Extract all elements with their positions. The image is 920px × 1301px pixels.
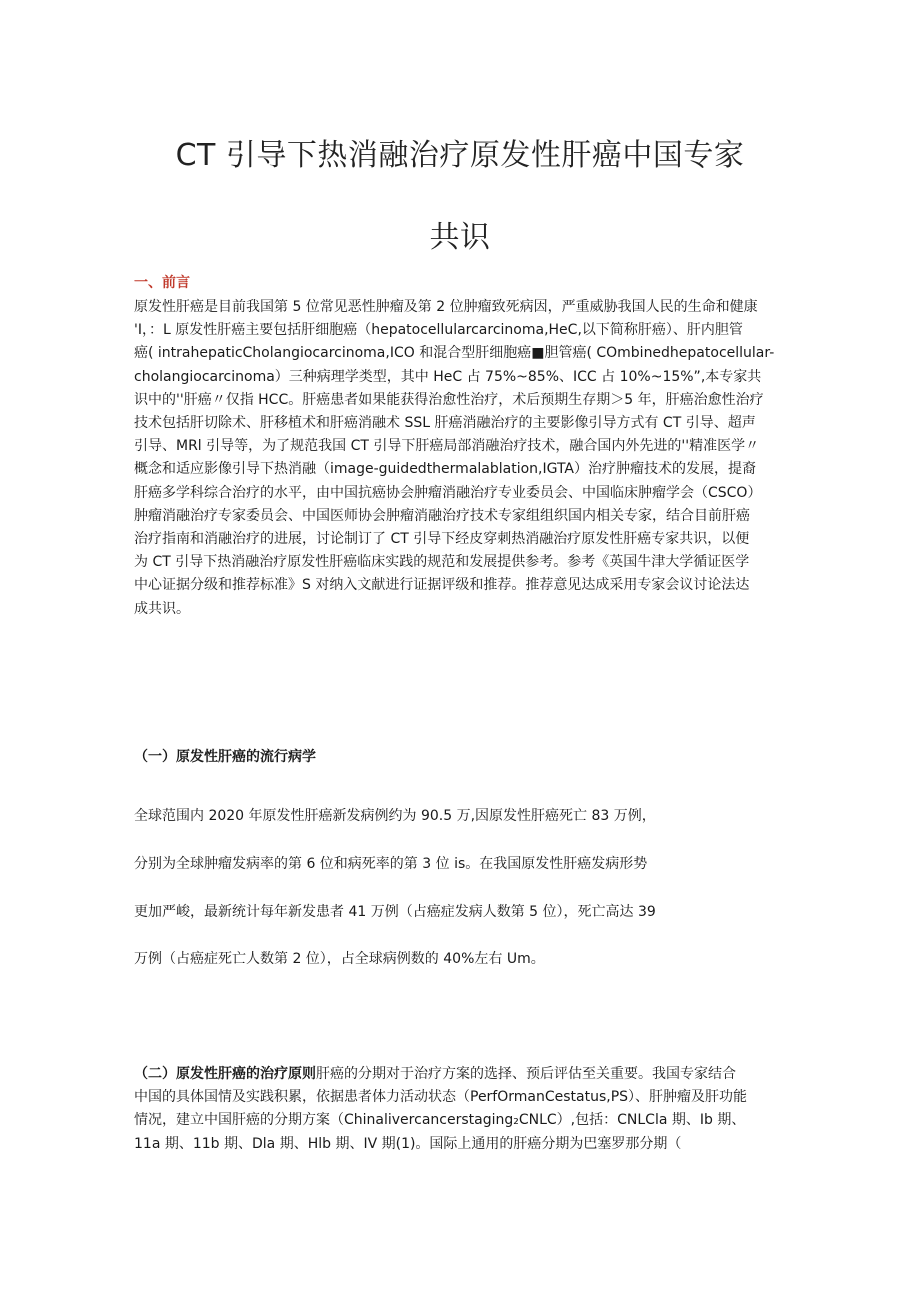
- document-title-line-1: CT 引导下热消融治疗原发性肝癌中国专家: [175, 138, 745, 173]
- epidemiology-line: 万例（占癌症死亡人数第 2 位），占全球病例数的 40%左右 Um。: [134, 951, 545, 967]
- text-line: 情况，建立中国肝癌的分期方案（Chinalivercancerstaging₂CNLC）,包括：CNLCla 期、Ib 期、: [134, 1112, 746, 1129]
- text-line: 癌( intrahepaticCholangiocarcinoma,ICO 和混合型肝细胞癌■胆管癌( COmbinedhepatocellular-: [134, 345, 775, 362]
- text-line: 肝癌多学科综合治疗的水平，由中国抗癌协会肿瘤消融治疗专业委员会、中国临床肿瘤学会（CSCO）: [134, 484, 762, 501]
- text-line: 概念和适应影像引导下热消融（image-guidedthermalablation,IGTA）治疗肿瘤技术的发展，提裔: [134, 461, 757, 478]
- preface-paragraph: [134, 296, 824, 621]
- epidemiology-line: 全球范围内 2020 年原发性肝癌新发病例约为 90.5 万,因原发性肝癌死亡 83 万例，: [134, 808, 656, 824]
- section-heading-preface: 一、前言: [134, 275, 190, 291]
- text-line: [134, 1063, 824, 1086]
- treatment-paragraph: [134, 1063, 824, 1156]
- text-line: 原发性肝癌是目前我国第 5 位常见恶性肿瘤及第 2 位肿瘤致死病因，严重威胁我国人民的生命和健康: [134, 299, 758, 315]
- text-line: cholangiocarcinoma）三种病理学类型，其中 HeC 占 75%~85%、ICC 占 10%~15%”,本专家共: [134, 368, 762, 385]
- text-line: 中国的具体国情及实践积累，依据患者体力活动状态（PerfOrmanCestatus,PS）、肝肿瘤及肝功能: [134, 1089, 748, 1106]
- epidemiology-line: 分别为全球肿瘤发病率的第 6 位和病死率的第 3 位 is。在我国原发性肝癌发病形势: [134, 856, 648, 872]
- document-title-line-2: 共识: [429, 220, 491, 255]
- text-line: 识中的''肝癌〃仅指 HCC。肝癌患者如果能获得治愈性治疗，术后预期生存期＞5 年，肝癌治愈性治疗: [134, 391, 764, 408]
- subsection-heading-epidemiology: （一）原发性肝癌的流行病学: [134, 749, 316, 765]
- text-line: 治疗指南和消融治疗的进展，讨论制订了 CT 引导下经皮穿刺热消融治疗原发性肝癌专家共识，以便: [134, 531, 750, 548]
- subsection-heading-treatment: （二）原发性肝癌的治疗原则: [134, 1066, 316, 1082]
- text-line: 'I，：L 原发性肝癌主要包括肝细胞癌（hepatocellularcarcinoma,HeC,以下简称肝癌）、肝内胆管: [134, 322, 743, 339]
- text-line: 技术包括肝切除术、肝移植术和肝癌消融术 SSL 肝癌消融治疗的主要影像引导方式有 CT 引导、超声: [134, 415, 756, 432]
- text-line: 为 CT 引导下热消融治疗原发性肝癌临床实践的规范和发展提供参考。参考《英国牛津大学循证医学: [134, 554, 750, 571]
- text-line: 11a 期、11b 期、Dla 期、Hlb 期、IV 期(1)。国际上通用的肝癌分期为巴塞罗那分期（: [134, 1135, 682, 1152]
- epidemiology-line: 更加严峻，最新统计每年新发患者 41 万例（占癌症发病人数第 5 位），死亡高达 39: [134, 904, 656, 920]
- text-run: 肝癌的分期对于治疗方案的选择、预后评估至关重要。我国专家结合: [316, 1066, 736, 1082]
- text-line: 肿瘤消融治疗专家委员会、中国医师协会肿瘤消融治疗技术专家组组织国内相关专家，结合目前肝癌: [134, 507, 750, 524]
- text-line: 成共识。: [134, 600, 190, 617]
- text-line: 中心证据分级和推荐标准》S 对纳入文献进行证据评级和推荐。推荐意见达成采用专家会议讨论法达: [134, 577, 750, 594]
- text-line: 引导、MRl 引导等，为了规范我国 CT 引导下肝癌局部消融治疗技术，融合国内外先进的''精准医学〃: [134, 438, 760, 455]
